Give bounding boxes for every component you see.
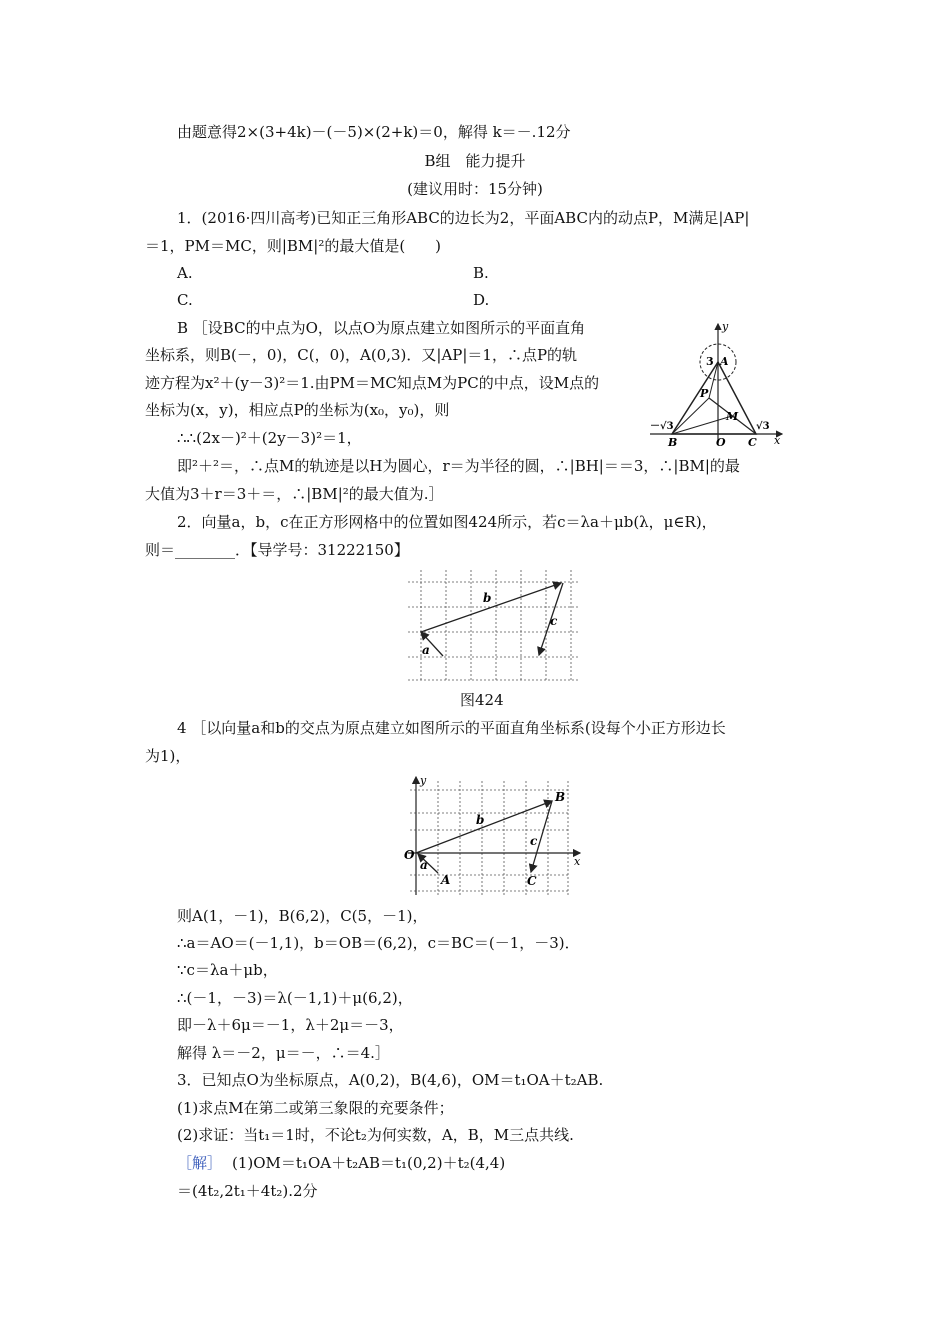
solution-1-line-6: 即²＋²＝，∴点M的轨迹是以H为圆心，r＝为半径的圆，∴|BH|＝＝3，∴|BM|的最 bbox=[177, 457, 740, 475]
solution-2-line-6: ∴(－1，－3)＝λ(－1,1)＋μ(6,2)， bbox=[177, 989, 413, 1007]
fig3-label-a-point: A bbox=[441, 873, 451, 887]
problem-3-line-3: (2)求证：当t₁＝1时，不论t₂为何实数，A，B，M三点共线. bbox=[177, 1126, 574, 1144]
fig3-grid bbox=[410, 781, 570, 895]
fig1-label-x: x bbox=[774, 434, 781, 447]
section-title: B组 能力提升 bbox=[424, 152, 526, 170]
problem-1-line-1: 1．(2016·四川高考)已知正三角形ABC的边长为2，平面ABC内的动点P，M满足|AP| bbox=[177, 209, 750, 227]
fig1-label-a: A bbox=[720, 355, 729, 368]
solution-1-line-2: 坐标系，则B(－，0)，C(，0)，A(0,3)．又|AP|＝1，∴点P的轨 bbox=[145, 346, 578, 364]
solution-2-line-5: ∵c＝λa＋μb， bbox=[177, 961, 278, 979]
solution-2-line-8: 解得 λ＝－2，μ＝－，∴＝4.］ bbox=[177, 1044, 390, 1062]
problem-2-line-1: 2．向量a，b，c在正方形网格中的位置如图424所示，若c＝λa＋μb(λ，μ∈R)， bbox=[177, 513, 717, 531]
solution-2-line-7: 即－λ＋6μ＝－1，λ＋2μ＝－3， bbox=[177, 1016, 404, 1034]
fig2-label-a: a bbox=[422, 643, 430, 657]
fig1-label-c: C bbox=[748, 436, 757, 449]
fig3-label-y: y bbox=[420, 774, 427, 787]
fig3-label-o: O bbox=[404, 848, 415, 862]
solution-2-line-2: 为1)， bbox=[145, 747, 191, 765]
solution-3-tag: ［解］ bbox=[177, 1154, 223, 1172]
fig1-label-3: 3 bbox=[706, 355, 714, 368]
text-line-1: 由题意得2×(3+4k)－(－5)×(2+k)＝0，解得 k＝－.12分 bbox=[177, 123, 571, 141]
fig3-label-a-vec: a bbox=[420, 858, 428, 872]
figure-triangle-coordinate bbox=[640, 318, 790, 450]
option-c: C. bbox=[177, 291, 193, 309]
fig2-label-b: b bbox=[483, 591, 492, 605]
fig1-label-o: O bbox=[716, 436, 726, 449]
fig1-label-b: B bbox=[668, 436, 678, 449]
figure-vector-grid bbox=[408, 570, 583, 682]
fig3-label-c-vec: c bbox=[530, 834, 538, 848]
solution-2-line-1: 4 ［以向量a和b的交点为原点建立如图所示的平面直角坐标系(设每个小正方形边长 bbox=[177, 719, 726, 737]
section-subtitle: (建议用时：15分钟) bbox=[407, 180, 543, 198]
solution-1-line-7: 大值为3＋r＝3＋＝，∴|BM|²的最大值为.］ bbox=[145, 485, 444, 503]
fig1-label-y: y bbox=[722, 320, 729, 333]
fig2-label-c: c bbox=[550, 614, 558, 628]
solution-3-line-2: ＝(4t₂,2t₁＋4t₂).2分 bbox=[177, 1182, 318, 1200]
fig3-label-c-point: C bbox=[527, 874, 537, 888]
figure-caption: 图424 bbox=[460, 691, 504, 709]
problem-1-line-2: ＝1，PM＝MC，则|BM|²的最大值是( ) bbox=[145, 237, 442, 255]
fig1-label-p: P bbox=[700, 387, 709, 400]
option-b: B. bbox=[473, 264, 489, 282]
fig3-label-b-point: B bbox=[555, 790, 566, 804]
solution-1-line-5: ∴∴(2x－)²＋(2y－3)²＝1， bbox=[177, 429, 362, 447]
solution-1-line-3: 迹方程为x²＋(y－3)²＝1.由PM＝MC知点M为PC的中点，设M点的 bbox=[145, 374, 600, 392]
problem-3-line-1: 3．已知点O为坐标原点，A(0,2)，B(4,6)，OM＝t₁OA＋t₂AB. bbox=[177, 1071, 604, 1089]
problem-3-line-2: (1)求点M在第二或第三象限的充要条件； bbox=[177, 1099, 454, 1117]
fig1-triangle bbox=[672, 362, 756, 434]
solution-1-line-4: 坐标为(x，y)，相应点P的坐标为(x₀，y₀)，则 bbox=[145, 401, 450, 419]
solution-3-line-1: (1)OM＝t₁OA＋t₂AB＝t₁(0,2)＋t₂(4,4) bbox=[232, 1154, 506, 1172]
figure-vector-grid-axes bbox=[400, 773, 590, 897]
problem-2-line-2: 则＝________．【导学号：31222150】 bbox=[145, 541, 409, 559]
fig3-label-b-vec: b bbox=[476, 813, 485, 827]
solution-2-line-3: 则A(1，－1)，B(6,2)，C(5，－1)， bbox=[177, 907, 428, 925]
solution-2-line-4: ∴a＝AO＝(－1,1)，b＝OB＝(6,2)，c＝BC＝(－1，－3)． bbox=[177, 934, 580, 952]
fig3-label-x: x bbox=[574, 855, 581, 868]
option-d: D. bbox=[473, 291, 490, 309]
fig1-label-sqrt3: √3 bbox=[756, 421, 770, 432]
fig1-label-neg-sqrt3: －√3 bbox=[650, 421, 674, 432]
option-a: A. bbox=[177, 264, 193, 282]
fig1-label-m: M bbox=[726, 410, 739, 423]
solution-1-line-1: B ［设BC的中点为O，以点O为原点建立如图所示的平面直角 bbox=[177, 319, 586, 337]
